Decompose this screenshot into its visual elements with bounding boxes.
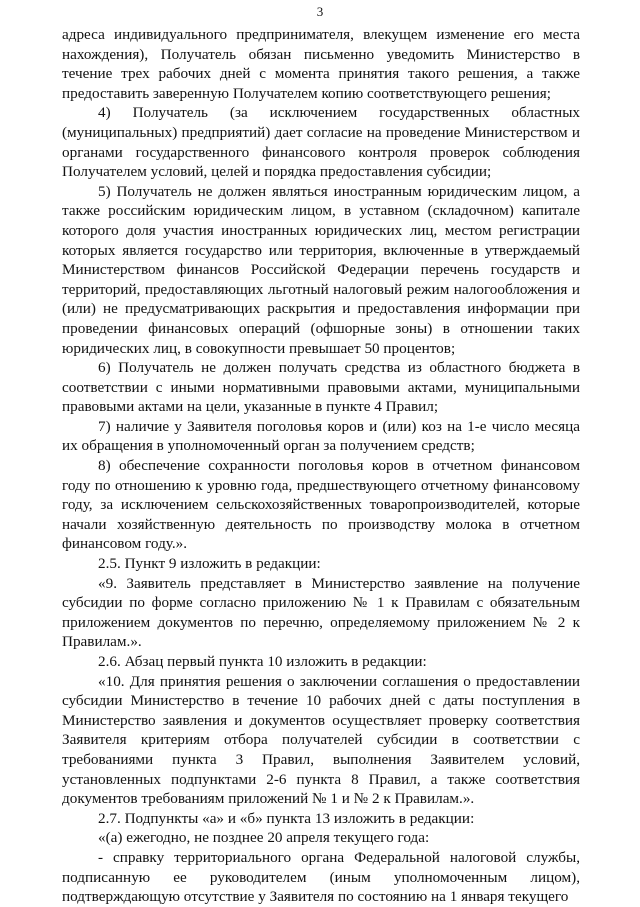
paragraph-subclause-a: «(а) ежегодно, не позднее 20 апреля текущего года:	[98, 829, 430, 847]
paragraph-clause-9: «9. Заявитель представляет в Министерство заявление на получение субсидии по форме согласно приложению № 1 к Правилам с обязательным приложением документов по перечню, определяемому приложением № 2 к Правилам.».	[62, 574, 580, 651]
paragraph-tax-certificate: - справку территориального органа Федеральной налоговой службы, подписанную ее руководителем (иным уполномоченным лицом), подтверждающую отсутствие у Заявителя по состоянию на 1 января текущего	[62, 848, 580, 906]
paragraph-clause-10: «10. Для принятия решения о заключении соглашения о предоставлении субсидии Министерство в течение 10 рабочих дней с даты поступления в Министерство заявления и документов осуществляет проверку соответствия Заявителя критериям отбора получателей субсидии в соответствии с требованиями пункта 3 Правил, выполнения Заявителем условий, установленных подпунктами 2-6 пункта 8 Правил, а также соответствия документов требованиям приложений № 1 и № 2 к Правилам.».	[62, 672, 580, 808]
paragraph-2-6: 2.6. Абзац первый пункта 10 изложить в редакции:	[98, 653, 427, 670]
paragraph-item-5: 5) Получатель не должен являться иностранным юридическим лицом, а также российским юридическим лицом, в уставном (складочном) капитале которого доля участия иностранных юридических лиц, местом регистрации которых является государство или территория, включенные в утверждаемый Министерством финансов Российской Федерации перечень государств и территорий, предоставляющих льготный налоговый режим налогообложения и (или) не предусматривающих раскрытия и предоставления информации при проведении финансовых операций (офшорные зоны) в отношении таких юридических лиц, в совокупности превышает 50 процентов;	[62, 182, 580, 357]
paragraph-item-4: 4) Получатель (за исключением государственных областных (муниципальных) предприятий) дает согласие на проведение Министерством и органами государственного финансового контроля проверок соблюдения Получателем условий, целей и порядка предоставления субсидии;	[62, 104, 580, 181]
document-body	[62, 25, 580, 907]
paragraph-2-5: 2.5. Пункт 9 изложить в редакции:	[98, 555, 321, 573]
paragraph-item-6: 6) Получатель не должен получать средства из областного бюджета в соответствии с иными нормативными правовыми актами, муниципальными правовыми актами на цели, указанные в пункте 4 Правил;	[62, 359, 580, 416]
paragraph-item-8: 8) обеспечение сохранности поголовья коров в отчетном финансовом году по отношению к уровню года, предшествующего отчетному финансовому году, за исключением сельскохозяйственных товаропроизводителей, которые начали хозяйственную деятельность по производству молока в отчетном финансовом году.».	[62, 457, 580, 553]
page-number: 3	[316, 4, 324, 19]
paragraph-2-7: 2.7. Подпункты «а» и «б» пункта 13 изложить в редакции:	[98, 809, 475, 827]
paragraph-item-7: 7) наличие у Заявителя поголовья коров и (или) коз на 1-е число месяца их обращения в уполномоченный орган за получением средств;	[62, 417, 580, 455]
paragraph-continuation: адреса индивидуального предпринимателя, влекущем изменение его места нахождения), Получатель обязан письменно уведомить Министерство в течение трех рабочих дней с момента принятия такого решения, а также предоставить заверенную Получателем копию соответствующего решения;	[62, 26, 580, 102]
